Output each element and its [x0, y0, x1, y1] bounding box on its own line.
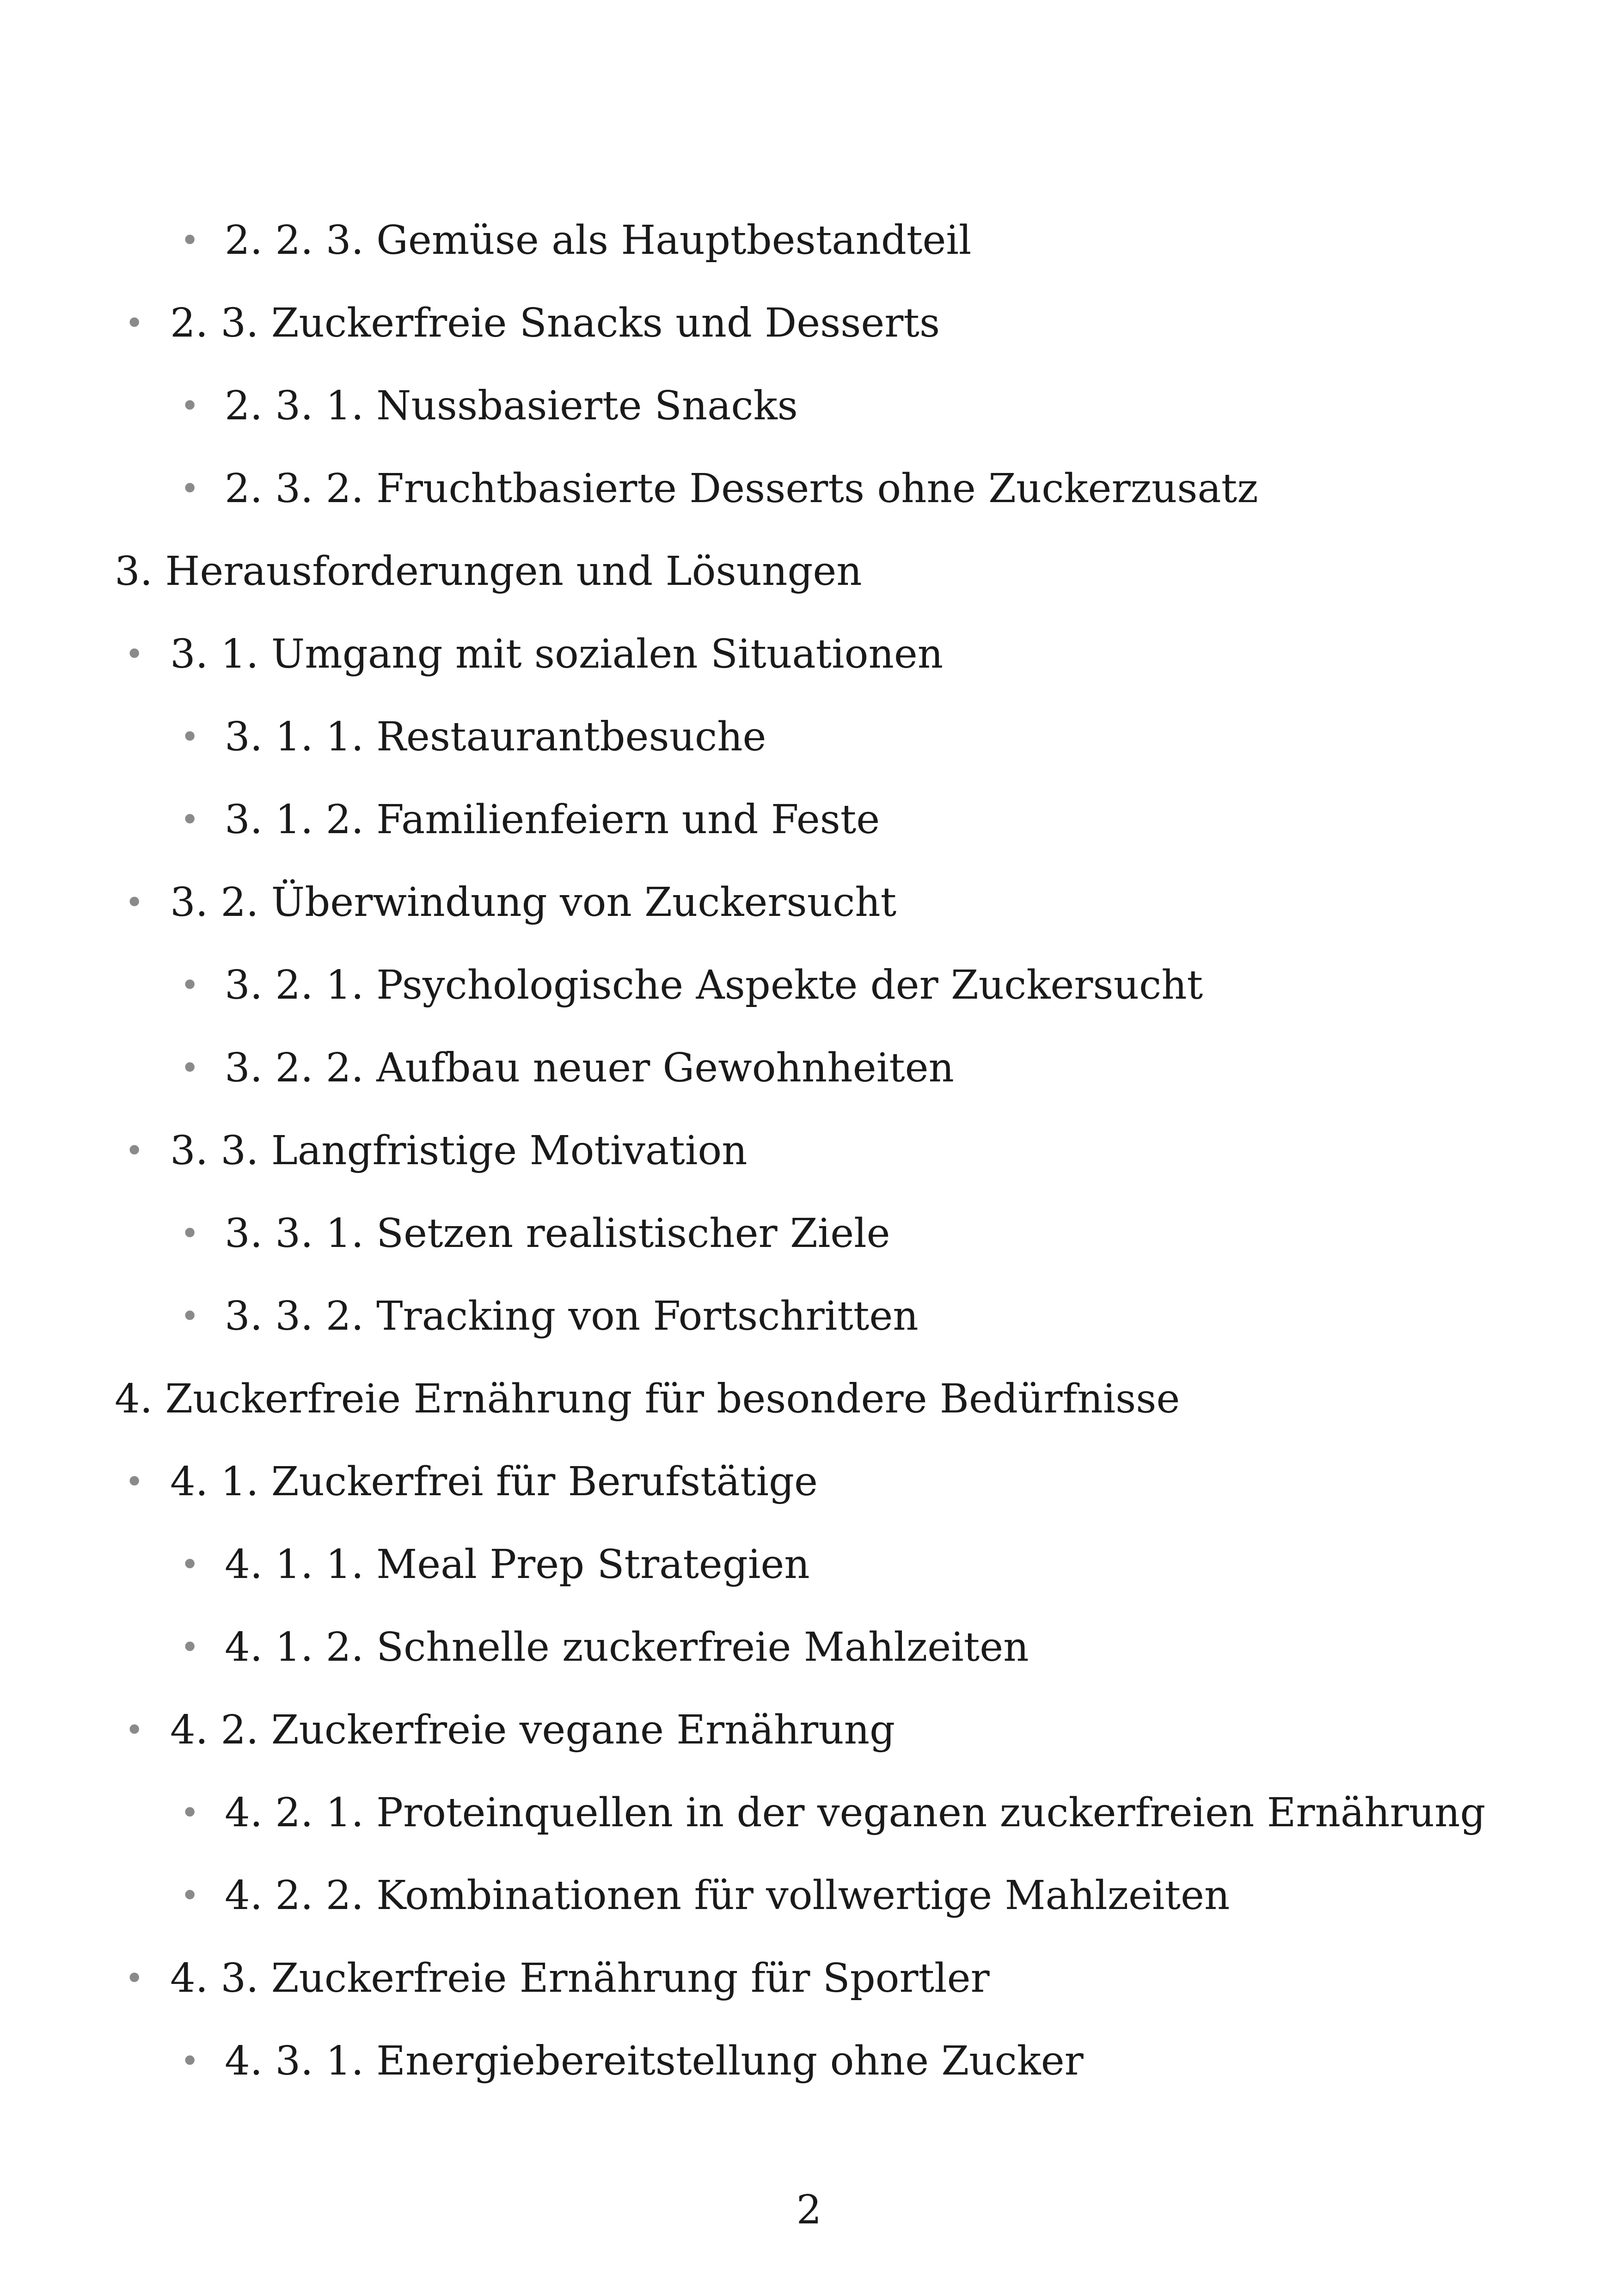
toc-entry-text: 4. 2. Zuckerfreie vegane Ernährung [170, 1707, 895, 1753]
toc-entry [0, 530, 1618, 613]
toc-entry-text: 3. 3. 2. Tracking von Fortschritten [225, 1293, 919, 1339]
toc-entry [0, 199, 1618, 282]
bullet-icon: • [180, 387, 200, 425]
toc-entry [0, 447, 1618, 530]
toc-entry [0, 1937, 1618, 2020]
toc-entry [0, 695, 1618, 778]
toc-entry [0, 944, 1618, 1026]
bullet-icon: • [180, 801, 200, 839]
toc-entry-text: 2. 3. Zuckerfreie Snacks und Desserts [170, 300, 940, 346]
toc-entry [0, 1523, 1618, 1606]
bullet-icon: • [180, 718, 200, 756]
bullet-icon: • [125, 1463, 144, 1501]
bullet-icon: • [125, 1959, 144, 1997]
toc-entry [0, 1109, 1618, 1192]
toc-entry-text: 3. 1. 1. Restaurantbesuche [225, 714, 766, 760]
toc-entry-text: 3. 1. Umgang mit sozialen Situationen [170, 631, 944, 677]
toc-entry-text: 2. 3. 1. Nussbasierte Snacks [225, 383, 798, 429]
toc-entry [0, 778, 1618, 861]
bullet-icon: • [180, 470, 200, 508]
toc-entry [0, 1688, 1618, 1771]
toc-entry-text: 3. 2. 1. Psychologische Aspekte der Zuckersucht [225, 962, 1203, 1008]
bullet-icon: • [125, 304, 144, 342]
bullet-icon: • [125, 884, 144, 921]
toc-entry [0, 1026, 1618, 1109]
toc-entry [0, 282, 1618, 364]
toc-entry-text: 4. 2. 2. Kombinationen für vollwertige Mahlzeiten [225, 1872, 1230, 1919]
bullet-icon: • [180, 221, 200, 259]
toc-entry-text: 4. 3. Zuckerfreie Ernährung für Sportler [170, 1955, 990, 2001]
toc-entry [0, 1357, 1618, 1440]
toc-entry-text: 4. 1. 2. Schnelle zuckerfreie Mahlzeiten [225, 1624, 1029, 1670]
toc-entry [0, 613, 1618, 695]
bullet-icon: • [125, 1711, 144, 1749]
toc-entry-text: 3. 3. Langfristige Motivation [170, 1128, 748, 1174]
bullet-icon: • [180, 1049, 200, 1087]
toc-entry [0, 861, 1618, 944]
bullet-icon: • [180, 1546, 200, 1584]
toc-entry [0, 1771, 1618, 1854]
toc-entry [0, 1275, 1618, 1357]
bullet-icon: • [180, 1215, 200, 1252]
toc-entry-text: 4. 1. Zuckerfrei für Berufstätige [170, 1459, 818, 1505]
toc-entry-text: 2. 2. 3. Gemüse als Hauptbestandteil [225, 217, 972, 264]
toc-entry [0, 364, 1618, 447]
bullet-icon: • [180, 1877, 200, 1915]
toc-entry-text: 4. 2. 1. Proteinquellen in der veganen zuckerfreien Ernährung [225, 1790, 1486, 1836]
toc-entry-text: 4. Zuckerfreie Ernährung für besondere Bedürfnisse [115, 1376, 1180, 1422]
toc-entry-text: 4. 1. 1. Meal Prep Strategien [225, 1541, 810, 1588]
bullet-icon: • [125, 635, 144, 673]
bullet-icon: • [180, 966, 200, 1004]
toc-entry [0, 1606, 1618, 1688]
table-of-contents [0, 199, 1618, 2102]
toc-entry-text: 3. 3. 1. Setzen realistischer Ziele [225, 1210, 890, 1257]
page-number: 2 [796, 2187, 822, 2233]
toc-entry [0, 2020, 1618, 2102]
bullet-icon: • [180, 1297, 200, 1335]
toc-entry [0, 1192, 1618, 1275]
toc-entry [0, 1854, 1618, 1937]
bullet-icon: • [180, 1628, 200, 1666]
toc-entry-text: 3. 2. Überwindung von Zuckersucht [170, 879, 897, 926]
toc-entry-text: 2. 3. 2. Fruchtbasierte Desserts ohne Zuckerzusatz [225, 466, 1258, 512]
toc-entry [0, 1440, 1618, 1523]
bullet-icon: • [180, 1794, 200, 1832]
toc-entry-text: 3. Herausforderungen und Lösungen [115, 548, 862, 595]
bullet-icon: • [125, 1132, 144, 1170]
toc-entry-text: 3. 2. 2. Aufbau neuer Gewohnheiten [225, 1045, 954, 1091]
bullet-icon: • [180, 2042, 200, 2080]
toc-entry-text: 3. 1. 2. Familienfeiern und Feste [225, 797, 880, 843]
toc-entry-text: 4. 3. 1. Energiebereitstellung ohne Zucker [225, 2038, 1084, 2084]
